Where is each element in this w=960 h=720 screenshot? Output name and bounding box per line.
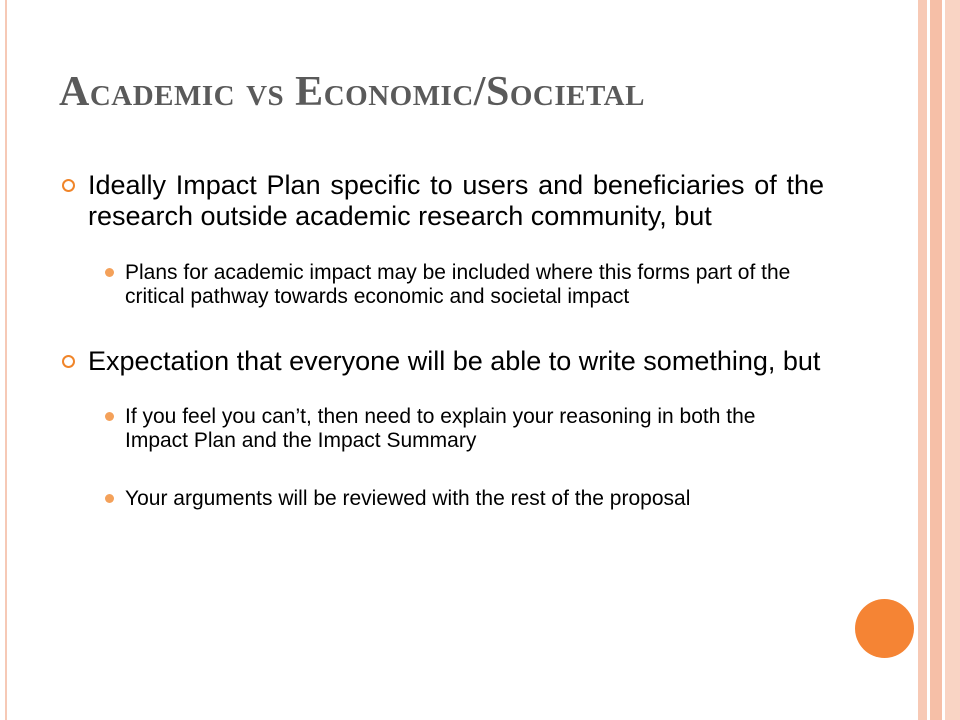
slide-body (62, 170, 824, 511)
ring-bullet-icon (62, 179, 75, 192)
bullet-item (62, 170, 824, 232)
right-stripes-decoration (914, 0, 960, 720)
dot-bullet-icon (105, 268, 114, 277)
bullet-text: Ideally Impact Plan specific to users and beneficiaries of the research outside academic research community, but (88, 170, 824, 231)
bullet-text: Expectation that everyone will be able to write something, but (88, 346, 821, 376)
sub-bullet-text: Plans for academic impact may be included where this forms part of the critical pathway towards economic and societal impact (125, 261, 791, 308)
orange-circle-icon (855, 599, 914, 658)
sub-bullet-text: If you feel you can’t, then need to explain your reasoning in both the Impact Plan and the Impact Summary (125, 405, 756, 452)
ring-bullet-icon (62, 355, 75, 368)
slide-title: Academic vs Economic/Societal (59, 69, 645, 115)
left-border-decoration (0, 0, 11, 720)
dot-bullet-icon (105, 494, 114, 503)
bullet-item (62, 346, 824, 377)
sub-bullet-item (62, 487, 824, 511)
dot-bullet-icon (105, 412, 114, 421)
sub-bullet-item (62, 261, 824, 309)
sub-bullet-item (62, 405, 824, 453)
sub-bullet-text: Your arguments will be reviewed with the rest of the proposal (125, 487, 691, 510)
